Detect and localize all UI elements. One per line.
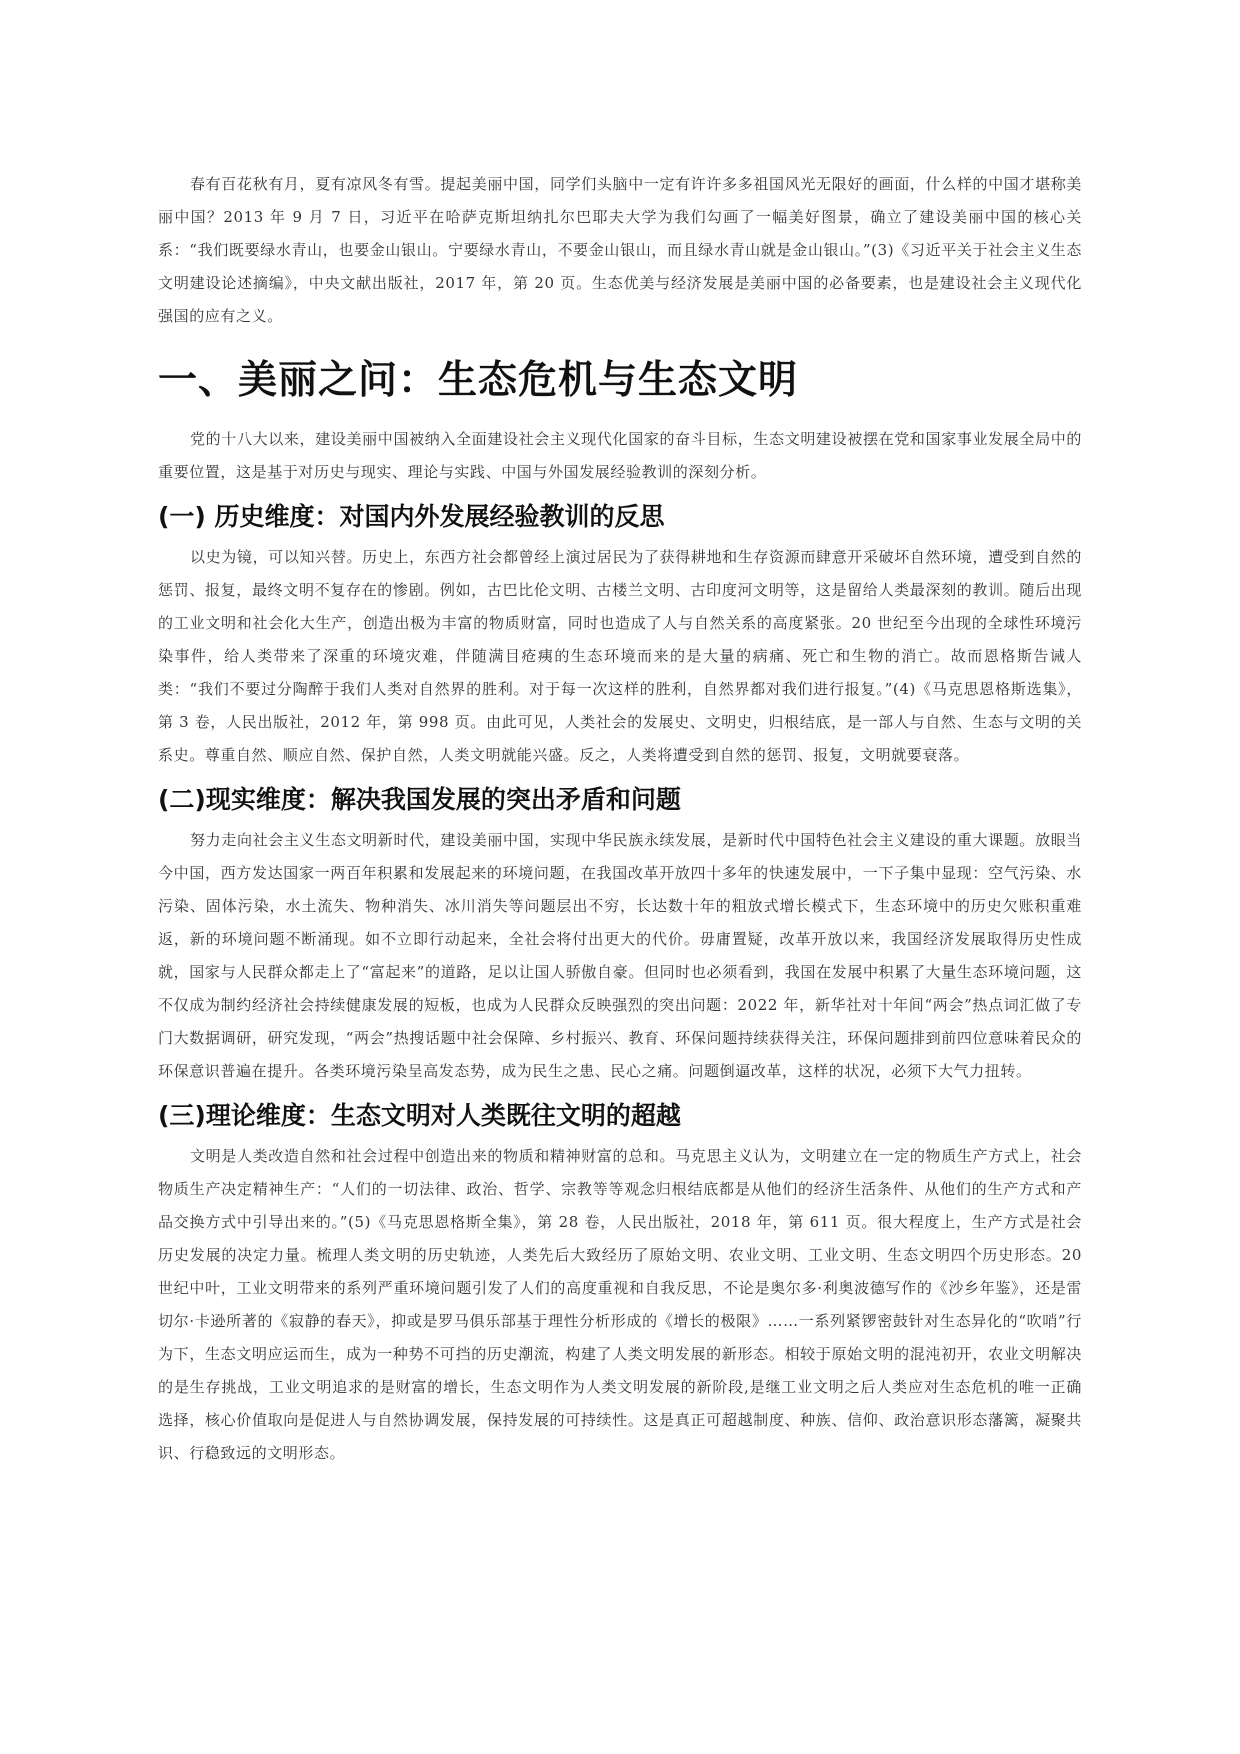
section-title: 一、美丽之问：生态危机与生态文明 [158,358,799,403]
subsection-heading-theory: (三)理论维度：生态文明对人类既往文明的超越 [158,1101,681,1130]
intro-paragraph: 春有百花秋有月，夏有凉风冬有雪。提起美丽中国，同学们头脑中一定有许许多多祖国风光无限好的画面，什么样的中国才堪称美丽中国？2013 年 9 月 7 日，习近平在哈萨克斯坦纳扎尔巴耶夫大学为我们勾画了一幅美好图景，确立了建设美丽中国的核心关系：“我们既要绿水青山，也要金山银山。宁要绿水青山，不要金山银山，而且绿水青山就是金山银山。”(3)《习近平关于社会主义生态文明建设论述摘编》，中央文献出版社，2017 年，第 20 页。生态优美与经济发展是美丽中国的必备要素，也是建设社会主义现代化强国的应有之义。 [158,175,1082,325]
document-content [158,168,1082,1470]
subsection-paragraph-history: 以史为镜，可以知兴替。历史上，东西方社会都曾经上演过居民为了获得耕地和生存资源而肆意开采破坏自然环境，遭受到自然的惩罚、报复，最终文明不复存在的惨剧。例如，古巴比伦文明、古楼兰文明、古印度河文明等，这是留给人类最深刻的教训。随后出现的工业文明和社会化大生产，创造出极为丰富的物质财富，同时也造成了人与自然关系的高度紧张。20 世纪至今出现的全球性环境污染事件，给人类带来了深重的环境灾难，伴随满目疮痍的生态环境而来的是大量的病痛、死亡和生物的消亡。故而恩格斯告诫人类：“我们不要过分陶醉于我们人类对自然界的胜利。对于每一次这样的胜利，自然界都对我们进行报复。”(4)《马克思恩格斯选集》，第 3 卷，人民出版社，2012 年，第 998 页。由此可见，人类社会的发展史、文明史，归根结底，是一部人与自然、生态与文明的关系史。尊重自然、顺应自然、保护自然，人类文明就能兴盛。反之，人类将遭受到自然的惩罚、报复，文明就要衰落。 [158,548,1082,764]
subsection-paragraph-reality: 努力走向社会主义生态文明新时代，建设美丽中国，实现中华民族永续发展，是新时代中国特色社会主义建设的重大课题。放眼当今中国，西方发达国家一两百年积累和发展起来的环境问题，在我国改革开放四十多年的快速发展中，一下子集中显现：空气污染、水污染、固体污染，水土流失、物种消失、冰川消失等问题层出不穷，长达数十年的粗放式增长模式下，生态环境中的历史欠账积重难返，新的环境问题不断涌现。如不立即行动起来，全社会将付出更大的代价。毋庸置疑，改革开放以来，我国经济发展取得历史性成就，国家与人民群众都走上了“富起来”的道路，足以让国人骄傲自豪。但同时也必须看到，我国在发展中积累了大量生态环境问题，这不仅成为制约经济社会持续健康发展的短板，也成为人民群众反映强烈的突出问题：2022 年，新华社对十年间“两会”热点词汇做了专门大数据调研，研究发现，“两会”热搜话题中社会保障、乡村振兴、教育、环保问题持续获得关注，环保问题排到前四位意味着民众的环保意识普遍在提升。各类环境污染呈高发态势，成为民生之患、民心之痛。问题倒逼改革，这样的状况，必须下大气力扭转。 [158,831,1082,1080]
subsection-paragraph-theory: 文明是人类改造自然和社会过程中创造出来的物质和精神财富的总和。马克思主义认为，文明建立在一定的物质生产方式上，社会物质生产决定精神生产：“人们的一切法律、政治、哲学、宗教等等观念归根结底都是从他们的经济生活条件、从他们的生产方式和产品交换方式中引导出来的。”(5)《马克思恩格斯全集》，第 28 卷，人民出版社，2018 年，第 611 页。很大程度上，生产方式是社会历史发展的决定力量。梳理人类文明的历史轨迹，人类先后大致经历了原始文明、农业文明、工业文明、生态文明四个历史形态。20 世纪中叶，工业文明带来的系列严重环境问题引发了人们的高度重视和自我反思，不论是奥尔多·利奥波德写作的《沙乡年鉴》，还是雷切尔·卡逊所著的《寂静的春天》，抑或是罗马俱乐部基于理性分析形成的《增长的极限》……一系列紧锣密鼓针对生态异化的“吹哨”行为下，生态文明应运而生，成为一种势不可挡的历史潮流，构建了人类文明发展的新形态。相较于原始文明的混沌初开，农业文明解决的是生存挑战，工业文明追求的是财富的增长，生态文明作为人类文明发展的新阶段,是继工业文明之后人类应对生态危机的唯一正确选择，核心价值取向是促进人与自然协调发展，保持发展的可持续性。这是真正可超越制度、种族、信仰、政治意识形态藩篱，凝聚共识、行稳致远的文明形态。 [158,1147,1082,1462]
subsection-heading-reality: (二)现实维度：解决我国发展的突出矛盾和问题 [158,785,681,814]
section-lead-paragraph: 党的十八大以来，建设美丽中国被纳入全面建设社会主义现代化国家的奋斗目标，生态文明建设被摆在党和国家事业发展全局中的重要位置，这是基于对历史与现实、理论与实践、中国与外国发展经验教训的深刻分析。 [158,430,1082,481]
subsection-heading-history: (一) 历史维度：对国内外发展经验教训的反思 [158,502,665,531]
